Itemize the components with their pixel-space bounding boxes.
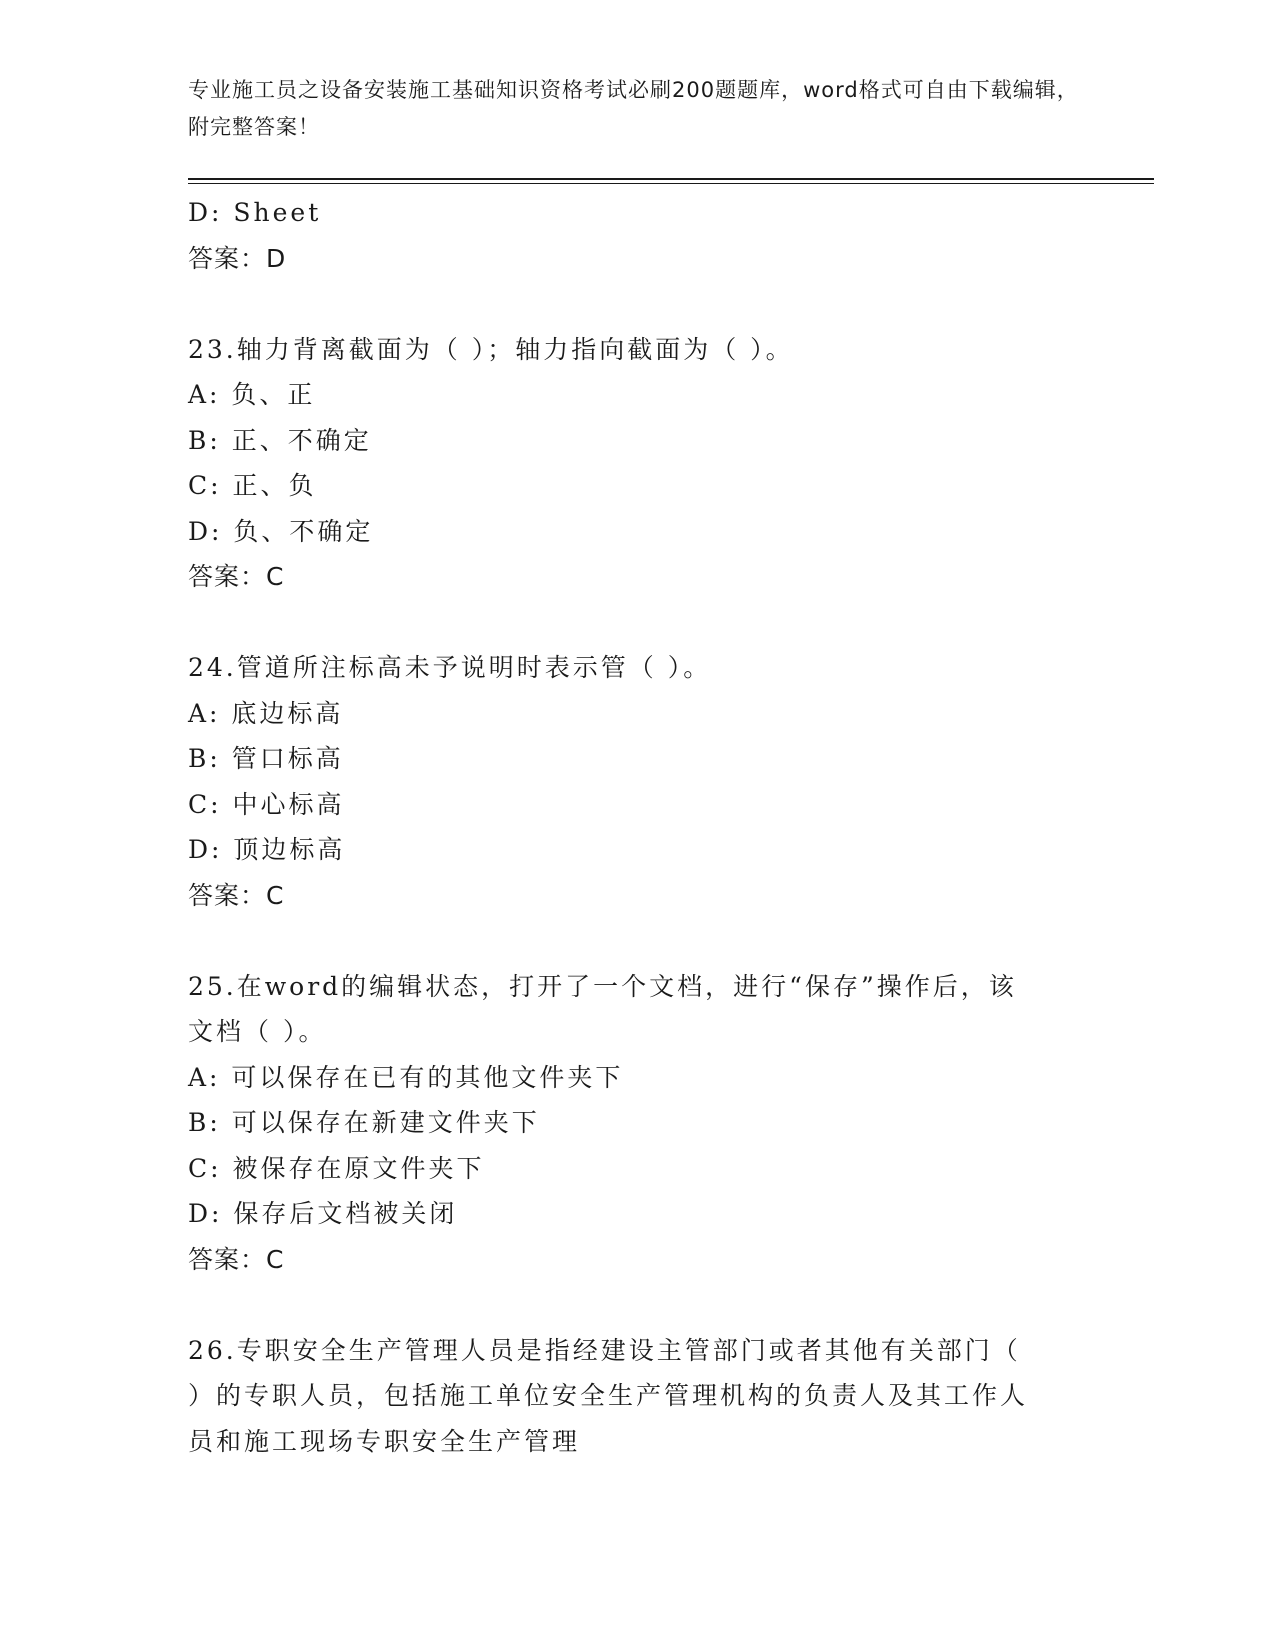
question-content (188, 190, 1068, 1464)
answer: 答案：D (188, 243, 287, 273)
option-b: B: 管口标高 (188, 744, 344, 773)
option-d: D: 保存后文档被关闭 (188, 1199, 458, 1228)
option-c: C: 正、负 (188, 471, 317, 500)
answer: 答案：C (188, 880, 285, 910)
question-stem-line-2: 文档（ ）。 (188, 1017, 327, 1046)
option-d: D: Sheet (188, 198, 322, 227)
answer: 答案：C (188, 562, 285, 591)
question-stem: 24.管道所注标高未予说明时表示管（ ）。 (188, 653, 712, 682)
option-a: A: 可以保存在已有的其他文件夹下 (188, 1062, 624, 1092)
question-stem: 23.轴力背离截面为（ ）；轴力指向截面为（ ）。 (188, 334, 794, 364)
question-stem-line-3: 员和施工现场专职安全生产管理 (188, 1426, 581, 1456)
header-rule-thick (188, 178, 1154, 180)
option-d: D: 负、不确定 (188, 516, 374, 546)
option-b: B: 正、不确定 (188, 425, 372, 455)
option-b: B: 可以保存在新建文件夹下 (188, 1108, 540, 1137)
question-stem-line-1: 25.在word的编辑状态，打开了一个文档，进行“保存”操作后，该 (188, 971, 1017, 1001)
option-c: C: 被保存在原文件夹下 (188, 1153, 485, 1183)
answer: 答案：C (188, 1244, 285, 1274)
option-a: A: 底边标高 (188, 698, 344, 728)
header-rule-thin (188, 183, 1154, 184)
option-a: A: 负、正 (188, 380, 316, 409)
question-stem-line-1: 26.专职安全生产管理人员是指经建设主管部门或者其他有关部门（ (188, 1335, 1021, 1365)
option-d: D: 顶边标高 (188, 835, 346, 864)
document-header: 专业施工员之设备安装施工基础知识资格考试必刷200题题库，word格式可自由下载编辑，附完整答案！ (188, 78, 1079, 139)
option-c: C: 中心标高 (188, 789, 345, 819)
question-stem-line-2: ）的专职人员，包括施工单位安全生产管理机构的负责人及其工作人 (188, 1381, 1029, 1410)
